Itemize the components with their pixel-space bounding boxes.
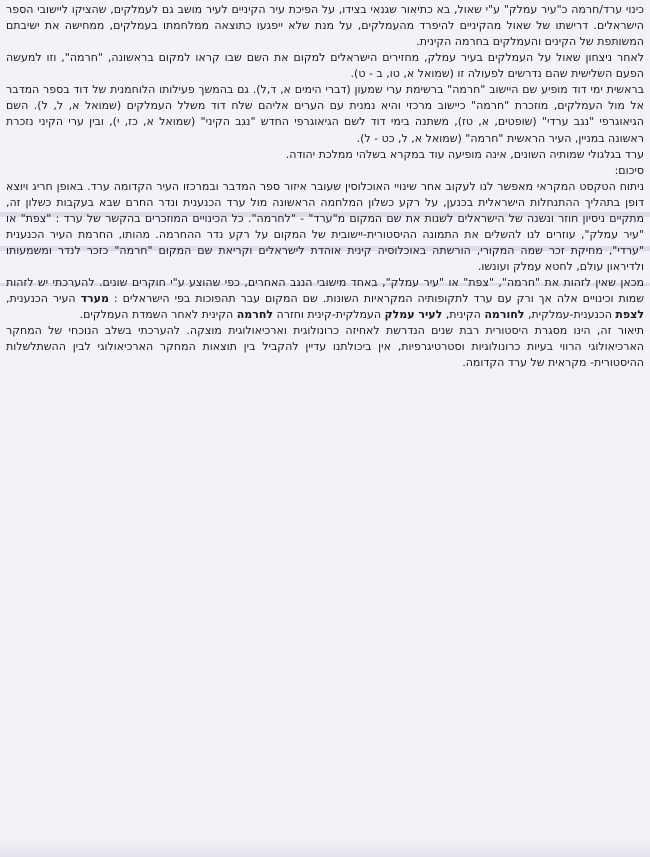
page-bottom-edge [0, 839, 650, 857]
name-tsefat: לצפת [615, 308, 644, 322]
text-column [6, 2, 644, 857]
paragraph: בראשית ימי דוד מופיע שם היישוב "חרמה" ברשימת ערי שמעון (דברי הימים א, ד,ל). גם בהמשך פעילותו הלוחמנית של דוד בספר המדבר אל מול העמלקים, מוזכרת "חרמה" כיישוב מרכזי והיא נמנית עם הערים אליהם שלח דוד משלל העמלקים (שמואל א, ל, ל). השם הגיאוגרפי "נגב ערדי" (שופטים, א, טז), משתנה בימי דוד לשם הגיאוגרפי החדש "נגב הקיני" (שמואל א, כז, י), ובין ערי הקיני נזכרת ראשונה במניין, העיר הראשית "חרמה" (שמואל א, ל, כט - ל). [6, 83, 644, 145]
name-ir-amalek: לעיר עמלק [384, 308, 443, 322]
summary-heading: סיכום: [614, 163, 644, 177]
connector-text: העמלקית-קינית וחזרה [273, 308, 385, 322]
paragraph-name-changes [6, 275, 644, 323]
connector-text: הקינית, [442, 308, 485, 322]
connector-text: העיר הכנענית, [6, 292, 81, 306]
paragraph: ערד בגלגולי שמותיה השונים, אינה מופיעה עוד במקרא בשלהי ממלכת יהודה. [285, 147, 644, 161]
paragraph-lead-text: מכאן שאין לזהות את "חרמה", "צפת" או "עיר עמלק", באחד מישובי הנגב האחרים, כפי שהוצע ע"י חוקרים שונים. להערכתי יש לזהות שמות וכינויים אלה אך ורק עם ערד לתקופותיה המקראיות השונות. שם המקום עבר תהפוכות בפי הישראלים : [6, 276, 644, 306]
connector-text: הכנענית-עמלקית, [524, 308, 616, 322]
paragraph: תיאור זה, הינו מסגרת היסטורית רבת שנים הנדרשת לאחיזה כרונולוגית וארכיאולוגית מוצקה. להערכתי בשלב הנוכחי של המחקר הארכיאולוגי הרווי בעיות כרונולוגיות וסטרטיגרפיות, אין ביכולתנו עדיין להקביל בין תוצאות המחקר הארכיאולוגי לבין ההשתלשלות ההיסטורית- מקראית של ערד הקדומה. [6, 324, 644, 370]
name-horma-kenite: לחורמה [484, 308, 525, 322]
connector-text: הקינית לאחר השמדת העמלקים. [79, 308, 237, 322]
paragraph: ניתוח הטקסט המקראי מאפשר לנו לעקוב אחר שינויי האוכלוסין שעובר איזור ספר המדבר ובמרכזו העיר הקדומה ערד. באופן חריג ויוצא דופן בתהליך ההתנחלות הישראלית בכנען, על רקע כשלון המלחמה הראשונה מול ערד הכנענית ונדר החרם שבא בעקבות כשלון זה, מתקיים ניסיון חוזר ונשנה של הישראלים לשנות את שם המקום מ"ערד" - "לחרמה". כל הכינויים המוזכרים בהקשר של ערד : "צפת" או "עיר עמלק", עוזרים לנו להשלים את התמונה ההיסטורית-יישובית של המקום על רקע נדר ההחרמה. מהותו, החרמת העיר הכנענית "ערדי", מחיקת זכר שמה המקורי, הורשתה באוכלוסיה קינית אוהדת לישראלים וקריאת שם המקום "חרמה" כזכר לנדר ומשמעותו ולדיראון עולם, לחטא עמלק ועונשו. [6, 179, 644, 273]
paragraph: כינוי ערד/חרמה כ"עיר עמלק" ע"י שאול, בא כתיאור שגנאי בצידו, על הפיכת עיר הקיניים לעיר מושב גם לעמלקים, שהציקו ליישובי הספר הישראלים. דרישתו של שאול מהקיניים להיפרד מהעמלקים, על מנת שלא ייפגעו כתוצאה ממלחמתו בעמלקים, ממחישה את ישיבתם המשותפת של הקינים והעמלקים בחרמה הקינית. [6, 3, 644, 49]
name-horma: לחרמה [236, 308, 274, 322]
name-arad: מערד [80, 292, 109, 306]
paragraph: לאחר ניצחון שאול על העמלקים בעיר עמלק, מחזירים הישראלים למקום את השם שבו קראו למקום בראשונה, "חרמה", וזו למעשה הפעם השלישית שהם נדרשים לפעולה זו (שמואל א, טו, ב - ט). [6, 51, 644, 81]
